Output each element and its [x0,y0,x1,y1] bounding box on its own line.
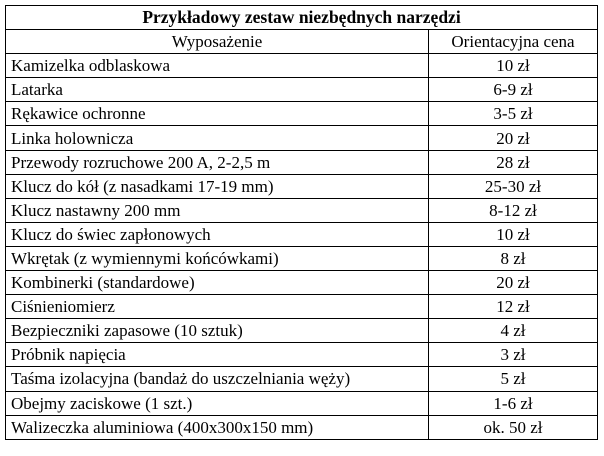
item-price-cell: 10 zł [429,222,598,246]
item-name-cell: Przewody rozruchowe 200 A, 2-2,5 m [6,150,429,174]
item-price-cell: 20 zł [429,126,598,150]
table-row [6,391,598,415]
item-name-cell: Latarka [6,78,429,102]
item-price-cell: 28 zł [429,150,598,174]
table-row [6,367,598,391]
item-price-cell: 8 zł [429,246,598,270]
table-row [6,174,598,198]
item-price-cell: 25-30 zł [429,174,598,198]
item-price-cell: 3-5 zł [429,102,598,126]
item-price-cell: 20 zł [429,271,598,295]
item-price-cell: ok. 50 zł [429,415,598,439]
tools-table-body [6,6,598,440]
item-name-cell: Klucz nastawny 200 mm [6,198,429,222]
table-row [6,126,598,150]
table-row [6,295,598,319]
item-name-cell: Bezpieczniki zapasowe (10 sztuk) [6,319,429,343]
header-price: Orientacyjna cena [429,30,598,54]
item-price-cell: 5 zł [429,367,598,391]
item-name-cell: Linka holownicza [6,126,429,150]
item-price-cell: 10 zł [429,54,598,78]
table-header-row [6,30,598,54]
item-name-cell: Taśma izolacyjna (bandaż do uszczelniania węży) [6,367,429,391]
item-name-cell: Walizeczka aluminiowa (400x300x150 mm) [6,415,429,439]
item-price-cell: 12 zł [429,295,598,319]
table-row [6,78,598,102]
table-row [6,271,598,295]
table-title: Przykładowy zestaw niezbędnych narzędzi [6,6,598,30]
table-row [6,343,598,367]
item-name-cell: Kamizelka odblaskowa [6,54,429,78]
table-row [6,150,598,174]
item-price-cell: 1-6 zł [429,391,598,415]
item-price-cell: 6-9 zł [429,78,598,102]
item-name-cell: Klucz do kół (z nasadkami 17-19 mm) [6,174,429,198]
item-name-cell: Rękawice ochronne [6,102,429,126]
item-name-cell: Klucz do świec zapłonowych [6,222,429,246]
item-name-cell: Wkrętak (z wymiennymi końcówkami) [6,246,429,270]
item-name-cell: Kombinerki (standardowe) [6,271,429,295]
item-name-cell: Ciśnieniomierz [6,295,429,319]
item-price-cell: 4 zł [429,319,598,343]
table-row [6,222,598,246]
table-row [6,54,598,78]
item-price-cell: 3 zł [429,343,598,367]
table-row [6,319,598,343]
item-name-cell: Obejmy zaciskowe (1 szt.) [6,391,429,415]
item-name-cell: Próbnik napięcia [6,343,429,367]
table-row [6,102,598,126]
table-row [6,198,598,222]
table-row [6,415,598,439]
header-equipment: Wyposażenie [6,30,429,54]
table-title-row [6,6,598,30]
table-row [6,246,598,270]
item-price-cell: 8-12 zł [429,198,598,222]
tools-table [5,5,598,440]
